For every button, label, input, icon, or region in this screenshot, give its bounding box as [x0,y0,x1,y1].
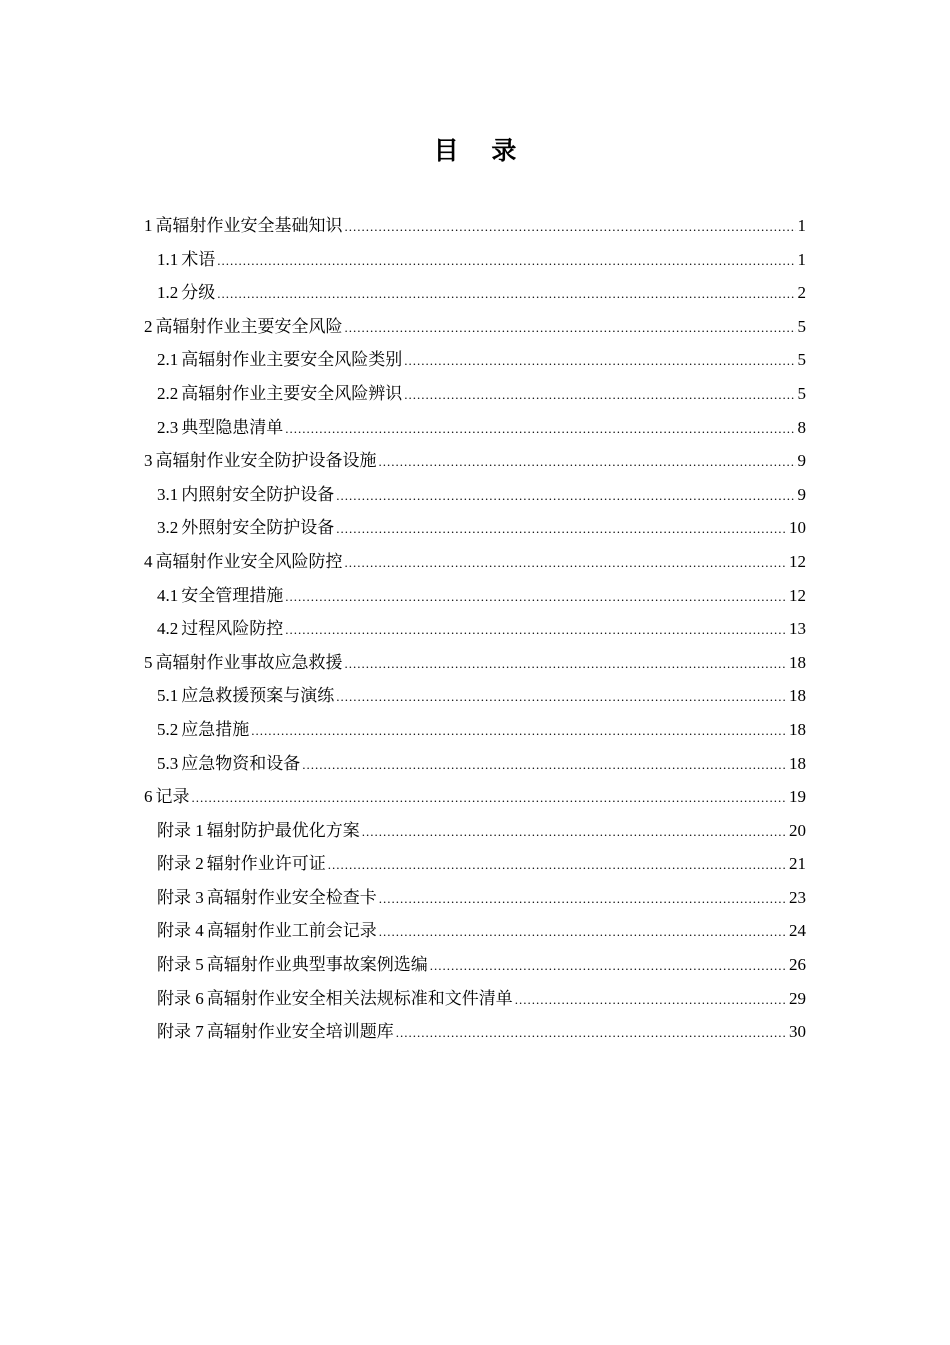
toc-leader-dots [404,378,795,412]
toc-entry-label [144,310,343,345]
toc-entry[interactable] [144,276,806,310]
toc-entry-number: 2.3 [157,417,179,437]
toc-entry[interactable] [144,713,806,747]
toc-entry-label [144,780,190,815]
toc-entry-page-number: 8 [797,417,806,437]
toc-entry-label [144,646,343,681]
toc-entry-title: 辐射防护最优化方案 [206,820,360,841]
toc-entry-label [157,847,326,882]
toc-entry-number: 附录 5 [157,955,204,975]
toc-entry-title: 应急物资和设备 [181,753,301,774]
toc-entry-number: 2.1 [157,350,179,370]
toc-entry-number: 附录 1 [157,820,204,840]
toc-entry-number: 6 [144,787,153,807]
toc-entry-title: 高辐射作业安全检查卡 [206,887,377,908]
toc-entry-number: 4.2 [157,619,179,639]
toc-entry-number: 3.2 [157,518,179,538]
toc-leader-dots [302,748,787,782]
toc-entry[interactable] [144,377,806,411]
toc-entry[interactable] [144,511,806,545]
toc-entry-title: 应急措施 [181,719,250,740]
toc-entry-page-number: 19 [789,787,806,807]
toc-entry-number: 1 [144,216,153,235]
toc-leader-dots [396,1016,787,1050]
toc-entry-label [157,612,283,647]
toc-entry-title: 高辐射作业安全基础知识 [155,216,343,236]
toc-entry-page-number: 29 [789,988,806,1008]
toc-entry-label [157,1015,394,1050]
toc-entry-page-number: 5 [797,316,806,336]
toc-entry-label [157,914,377,949]
toc-entry-label [157,478,334,513]
toc-leader-dots [328,848,787,882]
toc-entry-page-number: 23 [789,887,806,907]
toc-entry-title: 高辐射作业主要安全风险类别 [181,350,403,371]
toc-entry-page-number: 10 [789,518,806,538]
toc-entry[interactable] [144,579,806,613]
toc-leader-dots [379,915,787,949]
toc-entry-title: 术语 [181,249,216,270]
toc-leader-dots [285,412,795,446]
toc-entry[interactable] [144,411,806,445]
toc-entry-page-number: 18 [789,652,806,672]
toc-entry-title: 高辐射作业安全防护设备设施 [155,451,377,472]
toc-entry-title: 高辐射作业主要安全风险辨识 [181,383,403,404]
toc-leader-dots [404,344,795,378]
toc-entry[interactable] [144,545,806,579]
toc-entry-label [157,679,334,714]
toc-entry[interactable] [144,1015,806,1049]
toc-leader-dots [345,210,796,244]
toc-entry-number: 附录 6 [157,988,204,1008]
toc-entry[interactable] [144,948,806,982]
toc-entry-title: 应急救援预案与演练 [181,686,335,707]
toc-entry-title: 过程风险防控 [181,619,284,640]
toc-leader-dots [192,781,788,815]
toc-entry-title: 高辐射作业典型事故案例选编 [206,955,428,976]
toc-entry-page-number: 18 [789,686,806,706]
toc-entry[interactable] [144,646,806,680]
toc-entry-title: 外照射安全防护设备 [181,518,335,539]
toc-entry-page-number: 21 [789,854,806,874]
toc-entry-page-number: 20 [789,820,806,840]
toc-entry-number: 5.3 [157,753,179,773]
toc-leader-dots [345,546,788,580]
toc-entry[interactable] [144,780,806,814]
toc-entry-page-number: 1 [797,216,806,235]
toc-entry[interactable] [144,847,806,881]
toc-entry-label [157,948,428,983]
toc-leader-dots [515,983,787,1017]
toc-leader-dots [430,949,787,983]
toc-leader-dots [345,311,796,345]
toc-entry-number: 4.1 [157,585,179,605]
toc-entry-title: 高辐射作业安全风险防控 [155,551,343,572]
toc-entry-title: 记录 [155,787,190,808]
toc-entry-number: 3 [144,451,153,471]
toc-entry-label [157,511,334,546]
toc-entry-page-number: 9 [797,484,806,504]
toc-entry-label [157,713,249,748]
toc-entry-label [144,545,343,580]
toc-entry-title: 高辐射作业安全相关法规标准和文件清单 [206,988,513,1009]
toc-leader-dots [336,479,795,513]
toc-entry-page-number: 1 [797,249,806,269]
toc-entry-title: 辐射作业许可证 [206,854,326,875]
toc-leader-dots [285,580,787,614]
toc-entry-label [157,881,377,916]
toc-entry[interactable] [144,612,806,646]
toc-entry[interactable] [144,747,806,781]
toc-entry-page-number: 30 [789,1022,806,1042]
toc-entry-number: 附录 2 [157,854,204,874]
toc-leader-dots [379,882,787,916]
toc-entry-number: 3.1 [157,484,179,504]
toc-entry-title: 分级 [181,283,216,304]
toc-entry-number: 4 [144,551,153,571]
toc-entry[interactable] [144,209,806,243]
toc-entry-page-number: 26 [789,955,806,975]
toc-entry-number: 5.1 [157,686,179,706]
toc-entry-title: 高辐射作业事故应急救援 [155,652,343,673]
toc-entry-number: 附录 7 [157,1022,204,1042]
toc-entry-page-number: 13 [789,619,806,639]
toc-entry-page-number: 2 [797,283,806,303]
toc-entry-label [157,982,513,1017]
toc-entry-number: 1.1 [157,249,179,269]
toc-entry[interactable] [144,881,806,915]
toc-leader-dots [345,647,788,681]
toc-entry-number: 5.2 [157,719,179,739]
toc-entry-label [157,579,283,614]
toc-leader-dots [285,613,787,647]
toc-entry-number: 5 [144,652,153,672]
toc-leader-dots [217,277,795,311]
toc-leader-dots [362,815,787,849]
toc-entry-label [144,444,377,479]
toc-entry-page-number: 12 [789,551,806,571]
toc-entry[interactable] [144,310,806,344]
toc-entry-page-number: 5 [797,350,806,370]
toc-entry-title: 高辐射作业工前会记录 [206,921,377,942]
toc-entry-number: 2 [144,316,153,336]
toc-entry-page-number: 5 [797,383,806,403]
toc-leader-dots [251,714,787,748]
toc-leader-dots [336,512,787,546]
toc-entry[interactable] [144,982,806,1016]
toc-entry[interactable] [144,444,806,478]
toc-entry-label [144,209,343,244]
toc-entry[interactable] [144,343,806,377]
toc-entry-title: 内照射安全防护设备 [181,484,335,505]
toc-entry-label [157,411,283,446]
toc-leader-dots [336,680,787,714]
toc-entry-label [157,377,402,412]
toc-entry-title: 高辐射作业主要安全风险 [155,316,343,337]
toc-entry[interactable] [144,914,806,948]
page-title: 目 录 [433,136,529,165]
toc-entry[interactable] [144,478,806,512]
toc-entry-page-number: 24 [789,921,806,941]
toc-entry-number: 附录 3 [157,887,204,907]
toc-entry-number: 2.2 [157,383,179,403]
toc-entry[interactable] [144,679,806,713]
toc-entry-label [157,747,300,782]
toc-entry-title: 安全管理措施 [181,585,284,606]
toc-entry[interactable] [144,814,806,848]
toc-entry-title: 高辐射作业安全培训题库 [206,1022,394,1043]
table-of-contents [144,209,806,1049]
toc-entry-label [157,343,402,378]
toc-entry-page-number: 9 [797,451,806,471]
toc-entry-label [157,814,360,849]
toc-entry-label [157,276,215,311]
toc-entry-page-number: 18 [789,719,806,739]
toc-entry-number: 1.2 [157,283,179,303]
toc-entry-label [157,243,215,278]
toc-entry-page-number: 18 [789,753,806,773]
toc-entry-number: 附录 4 [157,921,204,941]
toc-entry[interactable] [144,243,806,277]
toc-entry-title: 典型隐患清单 [181,417,284,438]
toc-entry-page-number: 12 [789,585,806,605]
toc-leader-dots [379,445,796,479]
toc-leader-dots [217,244,795,278]
